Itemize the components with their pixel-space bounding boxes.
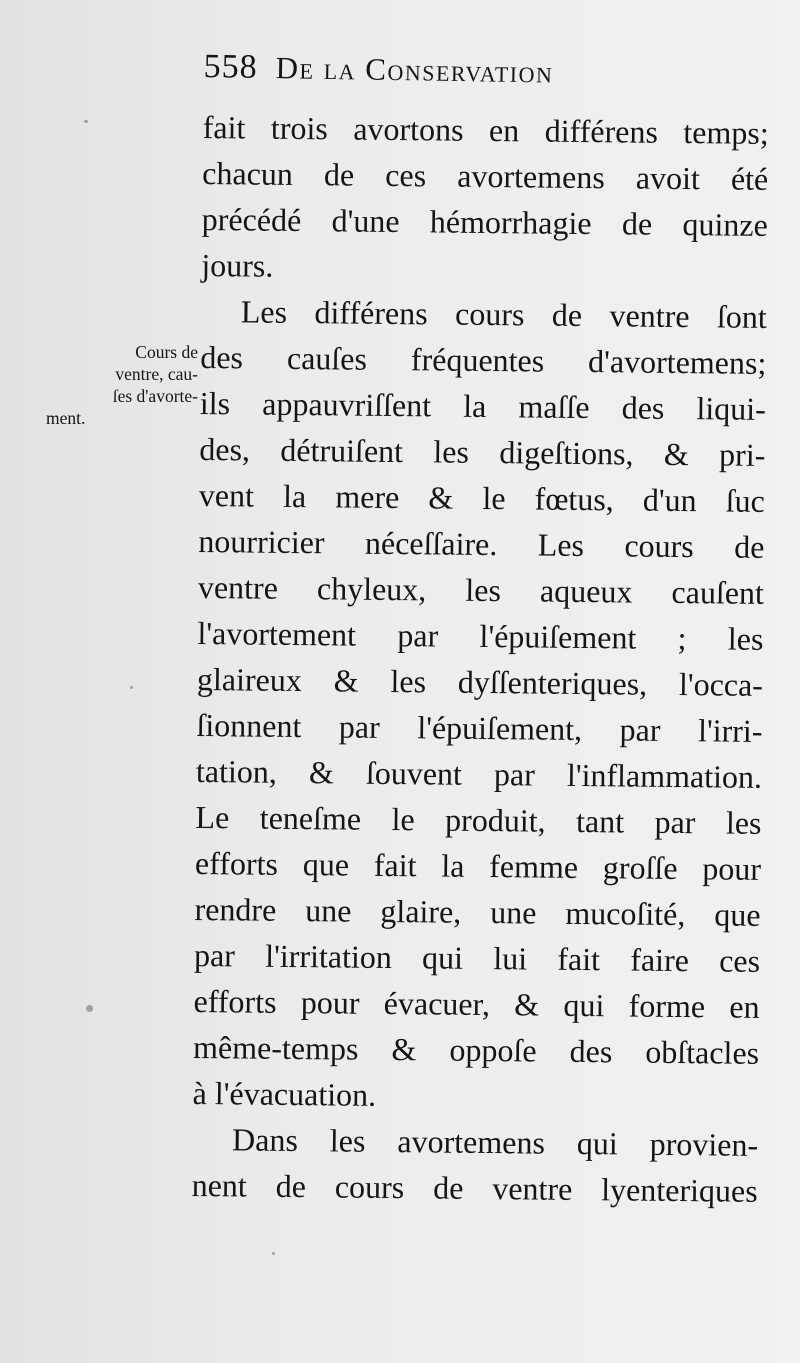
text-line: ſionnent par l'épuiſement, par l'irri-	[196, 706, 763, 749]
text-line: glaireux & les dyſſenteriques, l'occa-	[196, 660, 764, 703]
text-line: par l'irritation qui lui fait faire ces	[193, 936, 761, 979]
text-line: des cauſes fréquentes d'avortemens;	[200, 338, 767, 381]
text-line: l'avortement par l'épuiſement ; les	[197, 614, 764, 657]
paper-speck	[272, 1252, 275, 1255]
text-line: rendre une glaire, une mucoſité, que	[194, 890, 761, 933]
margin-note-line: Cours de	[135, 342, 198, 362]
text-line: Dans les avortemens qui provien-	[231, 1121, 759, 1163]
text-line: nent de cours de ventre lyenteriques	[191, 1166, 758, 1209]
margin-note	[46, 341, 198, 429]
margin-note-line: ſes d'avorte-	[112, 386, 198, 406]
text-line: Les différens cours de ventre ſont	[240, 293, 767, 335]
paper-speck	[130, 686, 133, 689]
text-line: à l'évacuation.	[192, 1074, 377, 1113]
text-line: précédé d'une hémorrhagie de quinze	[201, 200, 768, 243]
text-line: vent la mere & le fœtus, d'un ſuc	[198, 476, 766, 519]
text-line: même-temps & oppoſe des obſtacles	[192, 1028, 760, 1071]
text-line: des, détruiſent les digeſtions, & pri-	[199, 430, 766, 473]
text-line: ils appauvriſſent la maſſe des liqui-	[199, 384, 767, 427]
body-text	[191, 104, 769, 1214]
text-line: Le teneſme le produit, tant par les	[195, 798, 762, 841]
text-line: efforts que fait la femme groſſe pour	[194, 844, 762, 887]
text-line: efforts pour évacuer, & qui forme en	[193, 982, 760, 1025]
text-line: chacun de ces avortemens avoit été	[202, 154, 769, 197]
text-line: jours.	[201, 246, 274, 284]
page-number: 558	[203, 48, 258, 86]
text-line: fait trois avortons en différens temps;	[202, 108, 769, 151]
margin-note-line: ventre, cau-	[115, 364, 198, 384]
margin-note-line: ment.	[46, 408, 86, 428]
text-line: ventre chyleux, les aqueux cauſent	[197, 568, 765, 611]
running-header	[203, 48, 774, 95]
text-line: nourricier néceſſaire. Les cours de	[198, 522, 765, 565]
paper-speck	[86, 1005, 93, 1012]
paper-speck	[84, 120, 88, 123]
running-title: De la Conservation	[275, 50, 554, 90]
text-line: tation, & ſouvent par l'inflammation.	[195, 752, 763, 795]
